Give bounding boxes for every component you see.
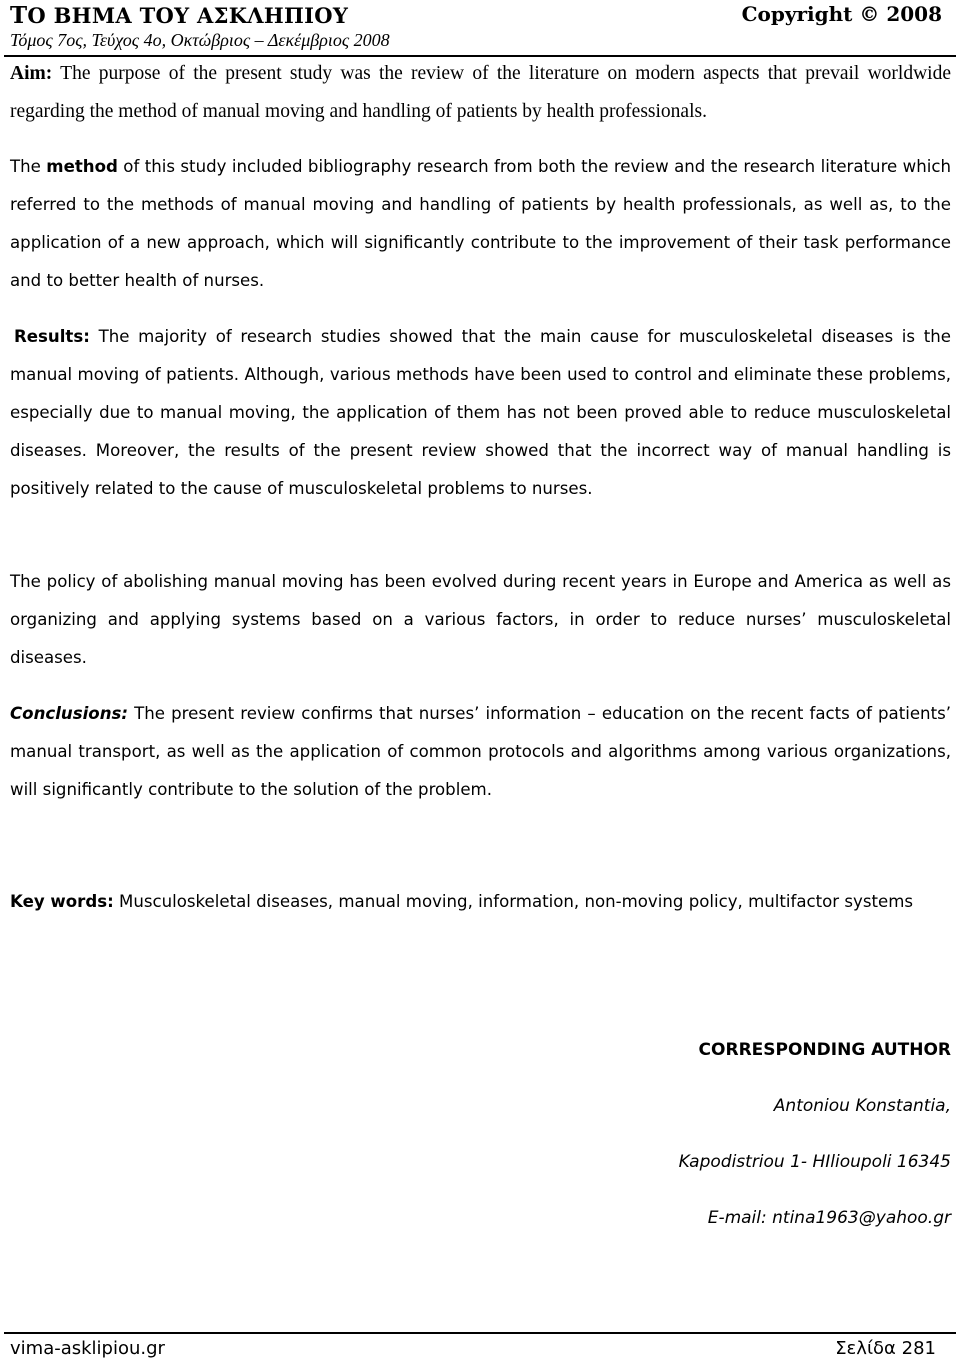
- author-email: E-mail: ntina1963@yahoo.gr: [707, 1208, 951, 1228]
- page-header: [10, 2, 942, 28]
- method-paragraph: The method of this study included bibliography research from both the review and the research literature which referred to the methods of manual moving and handling of patients by health professionals, as well as, to the application of a new approach, which will significantly contribute to the improvement of their task performance and to better health of nurses.: [10, 157, 951, 290]
- author-address: Kapodistriou 1- HIlioupoli 16345: [678, 1152, 951, 1172]
- footer-site: vima-asklipiou.gr: [10, 1338, 165, 1359]
- conclusions-paragraph: Conclusions: The present review confirms that nurses’ information – education on the recent facts of patients’ manual transport, as well as the application of common protocols and algorithms among various organizations, will significantly contribute to the solution of the problem.: [10, 704, 951, 799]
- policy-paragraph: The policy of abolishing manual moving has been evolved during recent years in Europe and America as well as organizing and applying systems based on a various factors, in order to reduce nurses’ musculoskeletal diseases.: [10, 572, 951, 667]
- keywords-label: Key words:: [10, 892, 114, 911]
- results-label: Results:: [14, 327, 90, 346]
- author-name: Antoniou Konstantia,: [773, 1096, 951, 1116]
- corresponding-author-title: CORRESPONDING AUTHOR: [698, 1040, 951, 1060]
- method-label: method: [46, 157, 118, 176]
- journal-title: ΤΟ ΒΗΜΑ ΤΟΥ ΑΣΚΛΗΠΙΟΥ: [10, 2, 349, 29]
- footer-page-number: Σελίδα 281: [835, 1338, 936, 1359]
- footer-divider: [4, 1332, 956, 1334]
- aim-paragraph: Aim: The purpose of the present study was the review of the literature on modern aspects that prevail worldwide regarding the method of manual moving and handling of patients by health professionals.: [10, 63, 951, 122]
- copyright-notice: Copyright © 2008: [741, 2, 942, 26]
- issue-info: Τόμος 7ος, Τεύχος 4ο, Οκτώβριος – Δεκέμβριος 2008: [10, 30, 390, 50]
- conclusions-label: Conclusions:: [10, 704, 129, 723]
- results-paragraph: Results: The majority of research studies showed that the main cause for musculoskeletal diseases is the manual moving of patients. Although, various methods have been used to control and eliminate these problems, especially due to manual moving, the application of them has not been proved able to reduce musculoskeletal diseases. Moreover, the results of the present review showed that the incorrect way of manual handling is positively related to the cause of musculoskeletal problems to nurses.: [10, 327, 951, 498]
- keywords-paragraph: Key words: Musculoskeletal diseases, manual moving, information, non-moving policy, multifactor systems: [10, 892, 914, 911]
- aim-label: Aim:: [10, 63, 53, 84]
